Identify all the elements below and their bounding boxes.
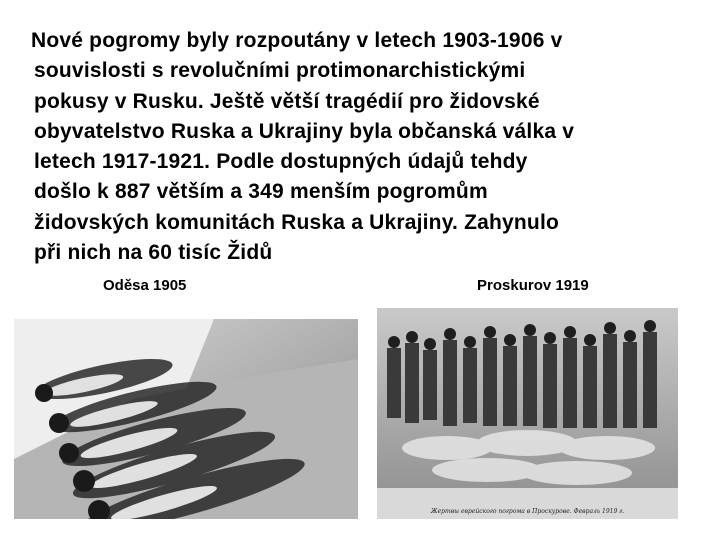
photo-proskurov-1919 bbox=[377, 308, 678, 519]
photo-inscription: Жертвы еврейского погрома в Проскурове. Февраль 1919 г. bbox=[430, 508, 625, 515]
photo-proskurov-image bbox=[377, 308, 678, 519]
paragraph-line: souvislosti s revolučními protimonarchistickými bbox=[34, 59, 526, 83]
paragraph-line: Nové pogromy byly rozpoutány v letech 1903-1906 v bbox=[31, 29, 563, 52]
paragraph-line: došlo k 887 větším a 349 menším pogromům bbox=[34, 180, 488, 204]
paragraph-line: pokusy v Rusku. Ještě větší tragédií pro židovské bbox=[34, 89, 540, 113]
body-paragraph bbox=[31, 26, 674, 268]
photo-caption-odesa: Oděsa 1905 bbox=[103, 277, 187, 294]
paragraph-line: letech 1917-1921. Podle dostupných údajů tehdy bbox=[34, 150, 528, 174]
photo-caption-proskurov: Proskurov 1919 bbox=[477, 277, 589, 294]
photo-odesa-1905 bbox=[14, 319, 358, 519]
photo-odesa-image bbox=[14, 319, 358, 519]
paragraph-line: obyvatelstvo Ruska a Ukrajiny byla občanská válka v bbox=[34, 119, 575, 143]
paragraph-line: při nich na 60 tisíc Židů bbox=[34, 241, 273, 265]
paragraph-line: židovských komunitách Ruska a Ukrajiny. Zahynulo bbox=[34, 210, 560, 234]
